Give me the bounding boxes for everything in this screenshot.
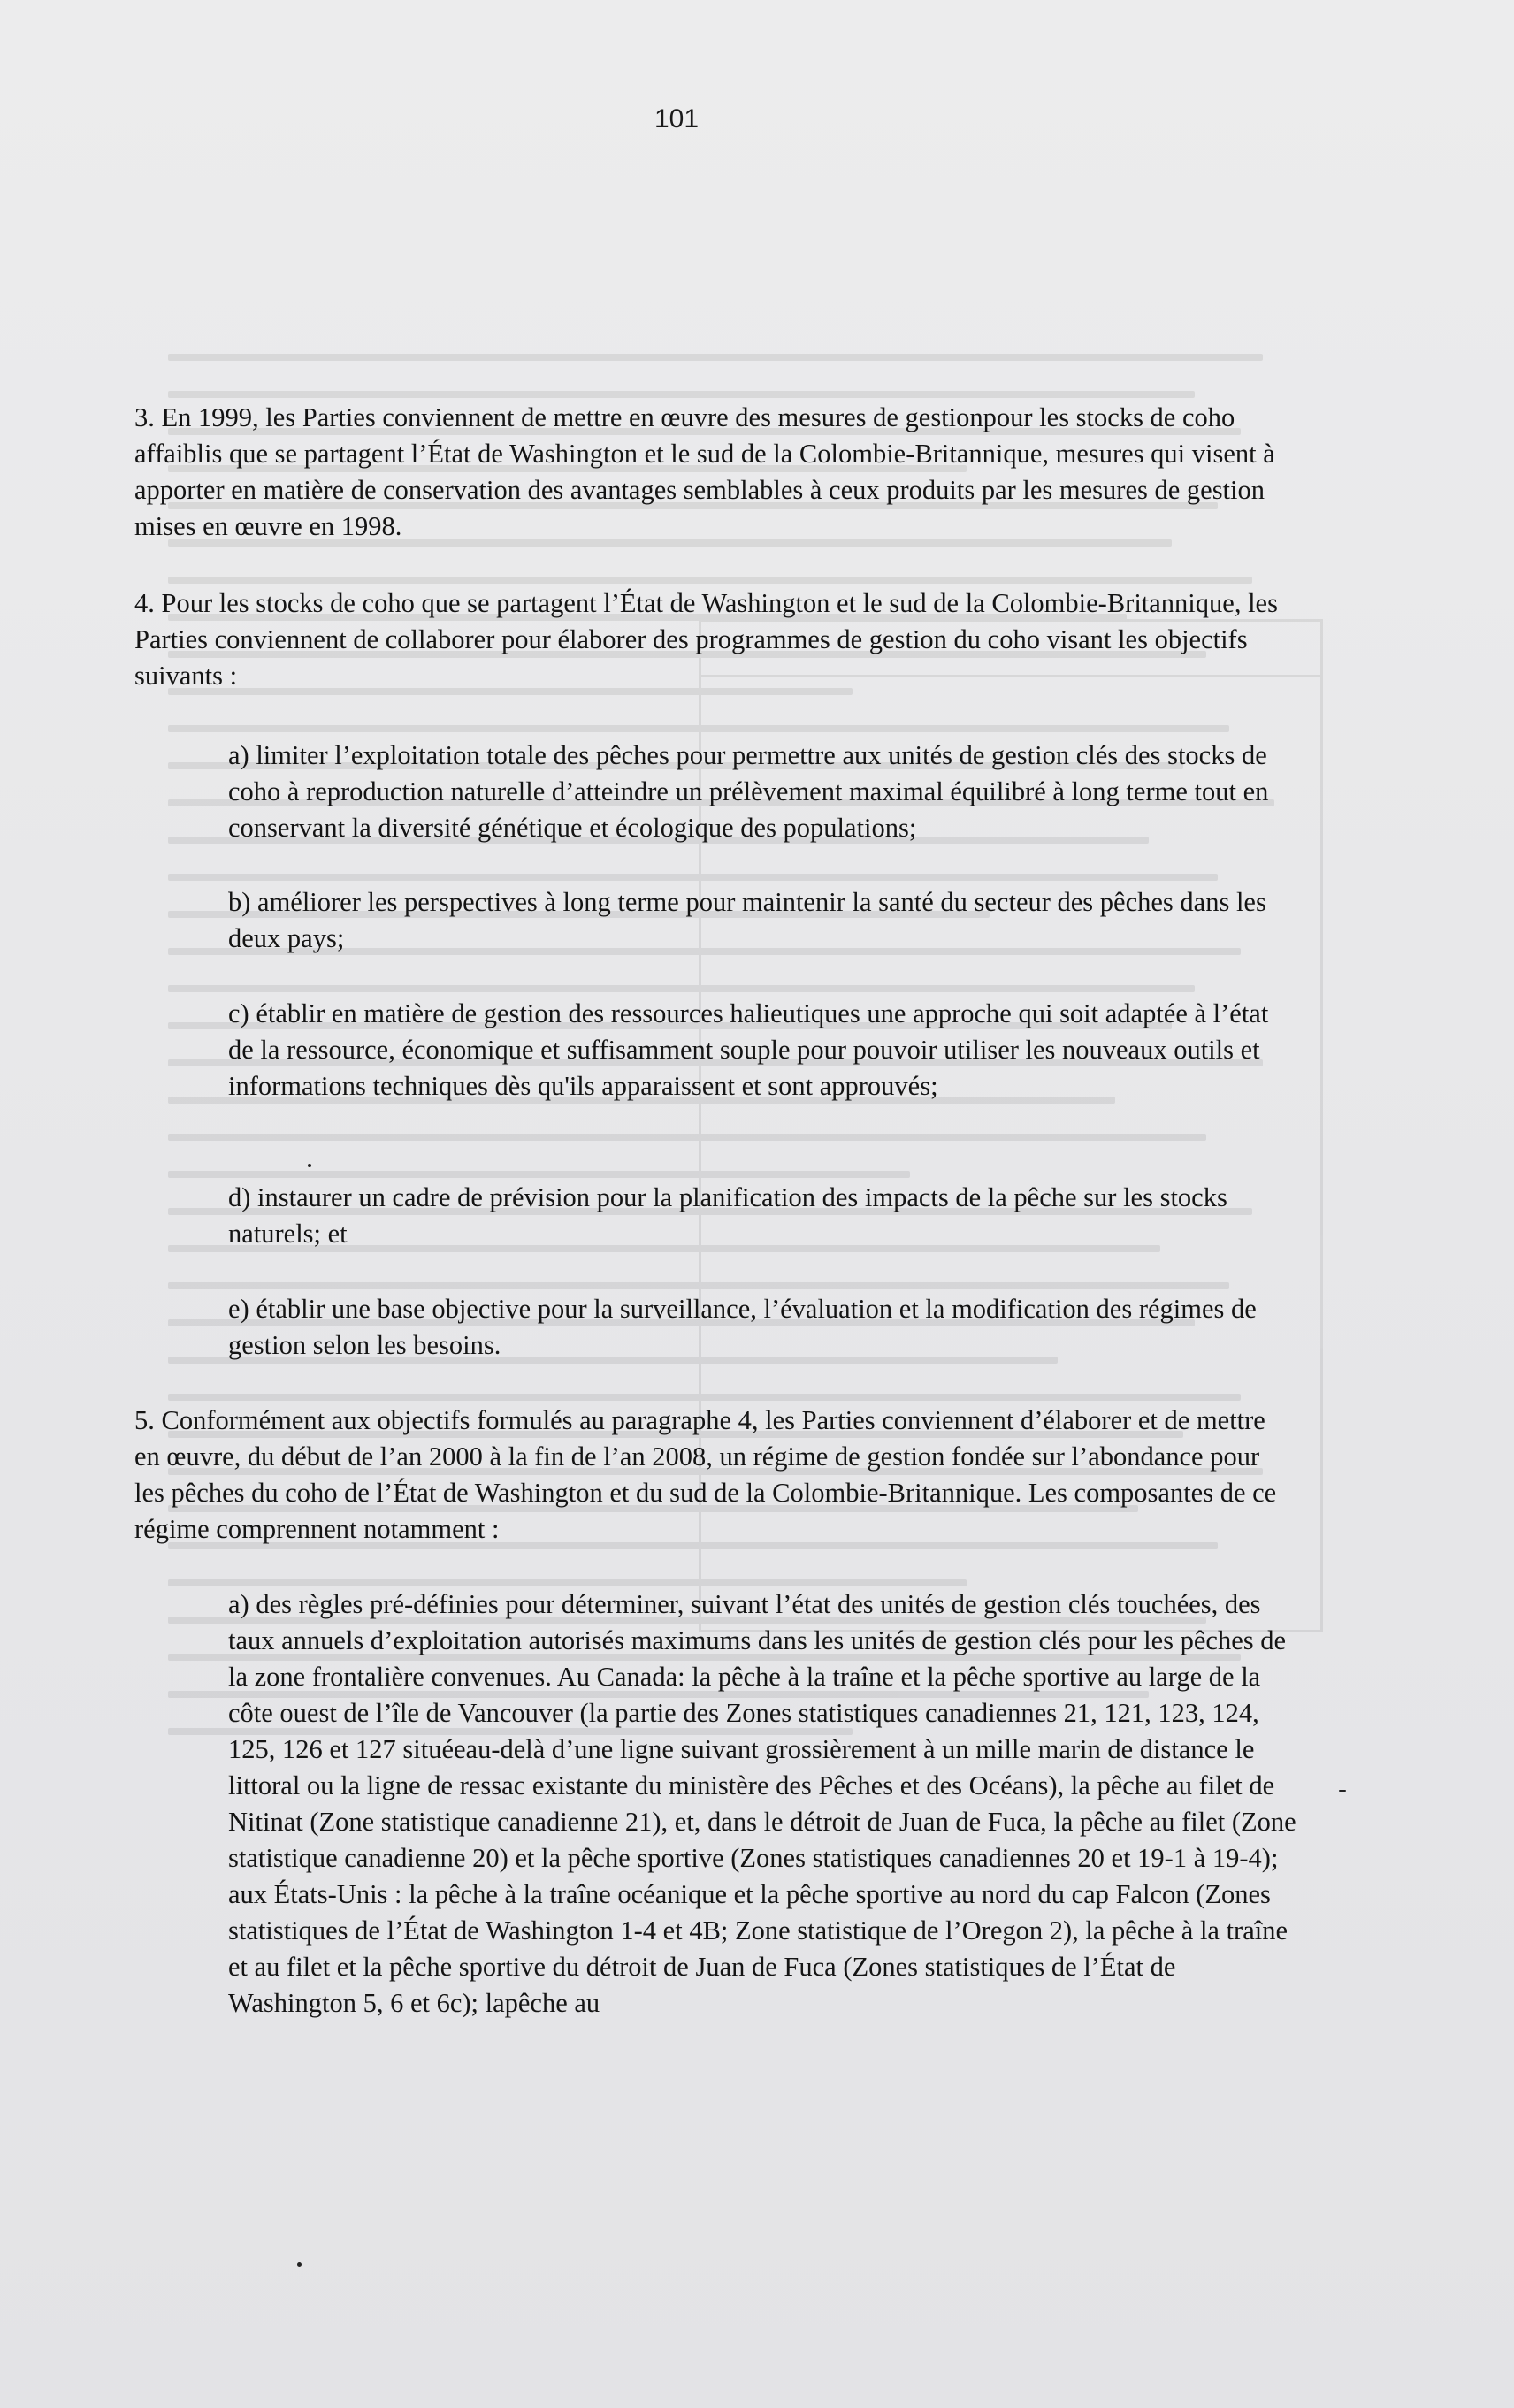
- paragraph-4d: d) instaurer un cadre de prévision pour la planification des impacts de la pêche sur les stocks naturels; et: [228, 1182, 1227, 1249]
- paragraph-3: 3. En 1999, les Parties conviennent de mettre en œuvre des mesures de gestionpour les stocks de coho affaiblis que se partagent l’État de Washington et le sud de la Colombie-Britannique, mesures qui visent à apporter en matière de conservation des avantages semblables à ceux produits par les mesures de gestion mises en œuvre en 1998.: [134, 402, 1275, 541]
- stray-dash: [1339, 1790, 1346, 1792]
- stray-dot: [297, 2262, 302, 2267]
- paragraph-4c: c) établir en matière de gestion des ressources halieutiques une approche qui soit adaptée à l’état de la ressource, économique et suffisamment souple pour pouvoir utiliser les nouveaux outils et informations techniques dès qu'ils apparaissent et sont approuvés;: [228, 998, 1269, 1101]
- paragraph-4b: b) améliorer les perspectives à long terme pour maintenir la santé du secteur des pêches dans les deux pays;: [228, 887, 1266, 953]
- paragraph-5: 5. Conformément aux objectifs formulés au paragraphe 4, les Parties conviennent d’élaborer et de mettre en œuvre, du début de l’an 2000 à la fin de l’an 2008, un régime de gestion fondée sur l’abondance pour les pêches du coho de l’État de Washington et du sud de la Colombie-Britannique. Les composantes de ce régime comprennent notamment :: [134, 1405, 1277, 1544]
- paragraph-4: 4. Pour les stocks de coho que se partagent l’État de Washington et le sud de la Colombie-Britannique, les Parties conviennent de collaborer pour élaborer des programmes de gestion du coho visant les objectifs suivants :: [134, 588, 1278, 691]
- stray-dot: [308, 1164, 311, 1167]
- paragraph-4a: a) limiter l’exploitation totale des pêches pour permettre aux unités de gestion clés des stocks de coho à reproduction naturelle d’atteindre un prélèvement maximal équilibré à long terme tout en conservant la diversité génétique et écologique des populations;: [228, 740, 1269, 843]
- page-number: 101: [654, 104, 700, 134]
- paragraph-4e: e) établir une base objective pour la surveillance, l’évaluation et la modification des régimes de gestion selon les besoins.: [228, 1294, 1257, 1360]
- paragraph-5a: a) des règles pré-définies pour déterminer, suivant l’état des unités de gestion clés touchées, des taux annuels d’exploitation autorisés maximums dans les unités de gestion clés pour les pêches de la zone frontalière convenues. Au Canada: la pêche à la traîne et la pêche sportive au large de la côte ouest de l’île de Vancouver (la partie des Zones statistiques canadiennes 21, 121, 123, 124, 125, 126 et 127 situéeau-delà d’une ligne suivant grossièrement à un mille marin de distance le littoral ou la ligne de ressac existante du ministère des Pêches et des Océans), la pêche au filet de Nitinat (Zone statistique canadienne 21), et, dans le détroit de Juan de Fuca, la pêche au filet (Zone statistique canadienne 20) et la pêche sportive (Zones statistiques canadiennes 20 et 19-1 à 19-4); aux États-Unis : la pêche à la traîne océanique et la pêche sportive au nord du cap Falcon (Zones statistiques de l’État de Washington 1-4 et 4B; Zone statistique de l’Oregon 2), la pêche à la traîne et au filet et la pêche sportive du détroit de Juan de Fuca (Zones statistiques de l’État de Washington 5, 6 et 6c); lapêche au: [228, 1589, 1296, 2018]
